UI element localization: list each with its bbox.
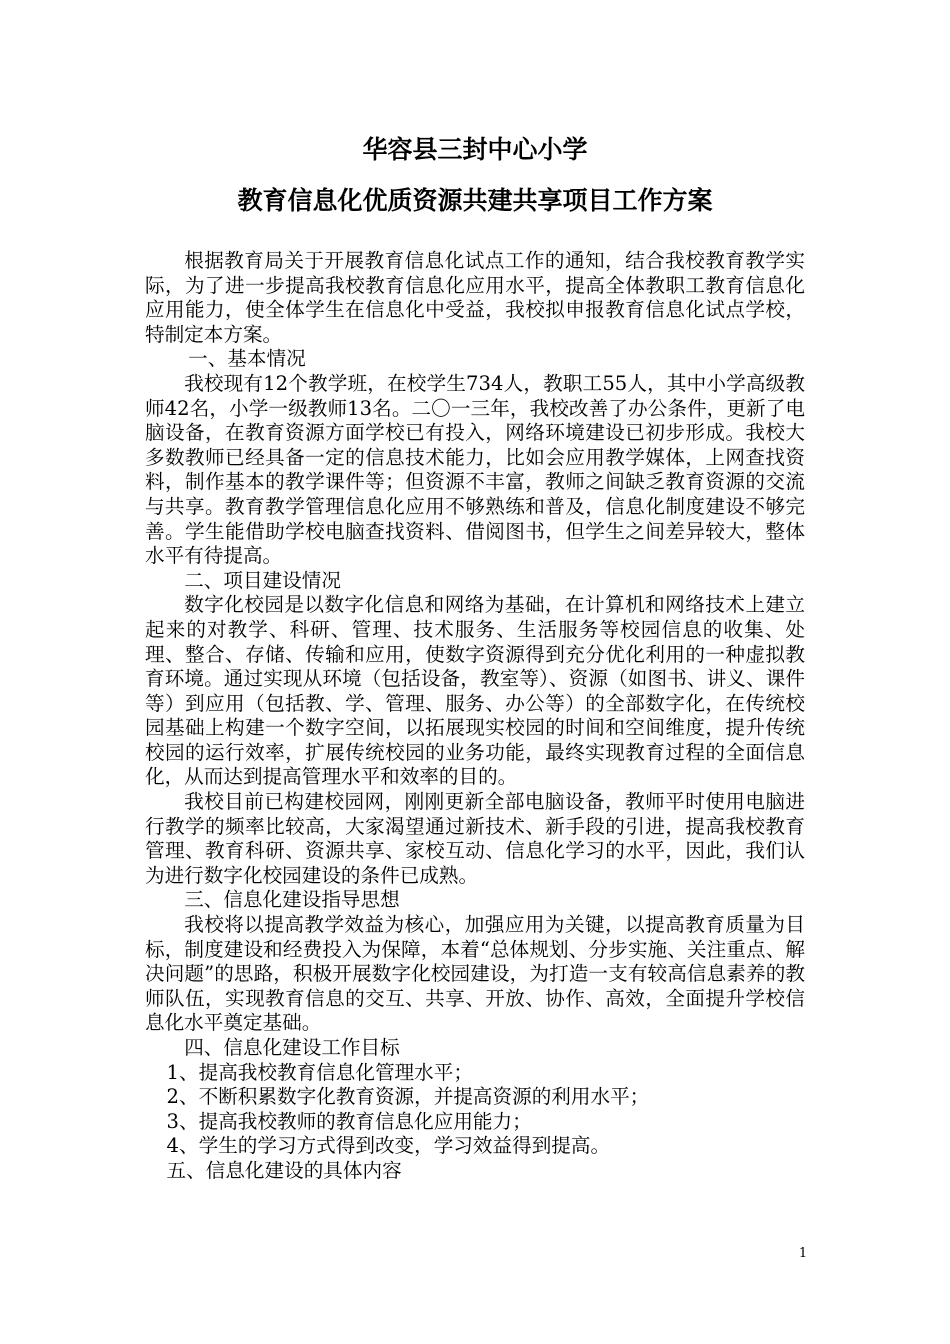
document-title-plan: 教育信息化优质资源共建共享项目工作方案 xyxy=(237,186,713,215)
page-number: 1 xyxy=(798,1246,808,1261)
intro-paragraph: 根据教育局关于开展教育信息化试点工作的通知，结合我校教育教学实际，为了进一步提高我校教育信息化应用水平，提高全体教职工教育信息化应用能力，使全体学生在信息化中受益，我校拟申报教育信息化试点学校，特制定本方案。 xyxy=(145,249,805,346)
goal-item: 4、学生的学习方式得到改变，学习效益得到提高。 xyxy=(166,1134,611,1158)
goal-item: 1、提高我校教育信息化管理水平； xyxy=(166,1060,473,1084)
section-heading-work-goals: 四、信息化建设工作目标 xyxy=(184,1036,400,1059)
goal-item: 2、不断积累数字化教育资源，并提高资源的利用水平； xyxy=(166,1085,650,1109)
goal-item: 3、提高我校教师的教育信息化应用能力； xyxy=(166,1109,532,1133)
document-body xyxy=(145,249,805,1184)
section-heading-basic-situation: 一、基本情况 xyxy=(188,347,306,371)
document-title-school: 华容县三封中心小学 xyxy=(362,135,588,164)
section-heading-specific-content: 五、信息化建设的具体内容 xyxy=(166,1158,402,1182)
section-heading-project-construction: 二、项目建设情况 xyxy=(184,568,341,592)
section-paragraph: 我校目前已构建校园网，刚刚更新全部电脑设备，教师平时使用电脑进行教学的频率比较高，大家渴望通过新技术、新手段的引进，提高我校教育管理、教育科研、资源共享、家校互动、信息化学习的水平，因此，我们认为进行数字化校园建设的条件已成熟。 xyxy=(145,790,805,887)
section-paragraph: 我校将以提高教学效益为核心，加强应用为关键，以提高教育质量为目标，制度建设和经费投入为保障，本着“总体规划、分步实施、关注重点、解决问题”的思路，积极开展数字化校园建设，为打造一支有较高信息素养的教师队伍，实现教育信息的交互、共享、开放、协作、高效，全面提升学校信息化水平奠定基础。 xyxy=(145,913,805,1035)
section-paragraph: 数字化校园是以数字化信息和网络为基础，在计算机和网络技术上建立起来的对教学、科研、管理、技术服务、生活服务等校园信息的收集、处理、整合、存储、传输和应用，使数字资源得到充分优化利用的一种虚拟教育环境。通过实现从环境（包括设备，教室等）、资源（如图书、讲义、课件等）到应用（包括教、学、管理、服务、办公等）的全部数字化，在传统校园基础上构建一个数字空间，以拓展现实校园的时间和空间维度，提升传统校园的运行效率，扩展传统校园的业务功能，最终实现教育过程的全面信息化，从而达到提高管理水平和效率的目的。 xyxy=(145,593,805,789)
section-heading-guiding-ideology: 三、信息化建设指导思想 xyxy=(184,888,400,912)
section-paragraph: 我校现有12个教学班，在校学生734人，教职工55人，其中小学高级教师42名，小学一级教师13名。二〇一三年，我校改善了办公条件，更新了电脑设备，在教育资源方面学校已有投入，网络环境建设已初步形成。我校大多数教师已经具备一定的信息技术能力，比如会应用教学媒体，上网查找资料，制作基本的教学课件等；但资源不丰富，教师之间缺乏教育资源的交流与共享。教育教学管理信息化应用不够熟练和普及，信息化制度建设不够完善。学生能借助学校电脑查找资料、借阅图书，但学生之间差异较大，整体水平有待提高。 xyxy=(145,371,805,568)
